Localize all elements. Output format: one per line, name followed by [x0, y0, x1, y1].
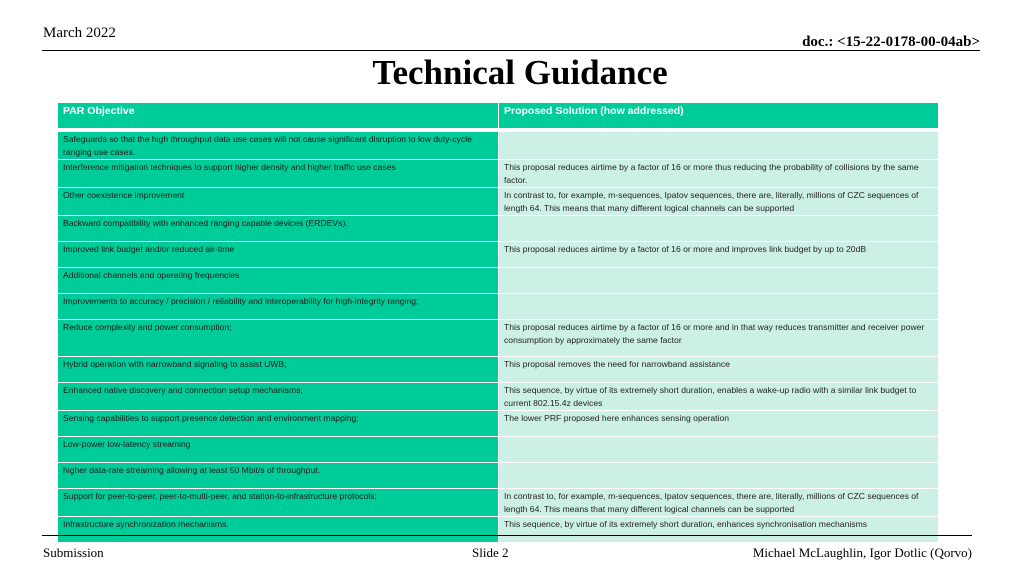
- solution-cell: This proposal reduces airtime by a factor of 16 or more and in that way reduces transmitter and receiver power consumption by approximately the same factor: [499, 320, 939, 357]
- slide-number: Slide 2: [472, 545, 509, 560]
- footer-authors: Michael McLaughlin, Igor Dotlic (Qorvo): [752, 545, 972, 560]
- objective-cell: Low-power low-latency streaming: [58, 437, 499, 463]
- table-row: [58, 294, 939, 320]
- column-header-proposed-solution: Proposed Solution (how addressed): [499, 103, 939, 129]
- guidance-table: [57, 102, 939, 543]
- objective-cell: Safeguards so that the high throughput data use cases will not cause significant disruption to low duty-cycle ranging use cases.: [58, 132, 499, 160]
- table-row: [58, 320, 939, 357]
- objective-cell: Other coexistence improvement: [58, 188, 499, 216]
- objective-cell: Improved link budget and/or reduced air-time: [58, 242, 499, 268]
- column-header-par-objective: PAR Objective: [58, 103, 499, 129]
- solution-cell: [499, 294, 939, 320]
- table-row: [58, 489, 939, 517]
- objective-cell: higher data-rate streaming allowing at least 50 Mbit/s of throughput.: [58, 463, 499, 489]
- table-row: [58, 242, 939, 268]
- solution-cell: This proposal reduces airtime by a factor of 16 or more and improves link budget by up to 20dB: [499, 242, 939, 268]
- document-id: doc.: <15-22-0178-00-04ab>: [802, 34, 980, 50]
- solution-cell: This sequence, by virtue of its extremely short duration, enables a wake-up radio with a similar link budget to current 802.15.4z devices: [499, 383, 939, 411]
- objective-cell: Sensing capabilities to support presence detection and environment mapping;: [58, 411, 499, 437]
- table-row: [58, 517, 939, 543]
- table-row: [58, 357, 939, 383]
- solution-cell: [499, 132, 939, 160]
- table-row: [58, 160, 939, 188]
- solution-cell: This proposal removes the need for narrowband assistance: [499, 357, 939, 383]
- objective-cell: Reduce complexity and power consumption;: [58, 320, 499, 357]
- table-row: [58, 188, 939, 216]
- objective-cell: Interference mitigation techniques to support higher density and higher traffic use cases: [58, 160, 499, 188]
- table-row: [58, 268, 939, 294]
- solution-cell: In contrast to, for example, m-sequences, Ipatov sequences, there are, literally, millions of CZC sequences of length 64. This means that many different logical channels can be supported: [499, 188, 939, 216]
- solution-cell: The lower PRF proposed here enhances sensing operation: [499, 411, 939, 437]
- solution-cell: [499, 463, 939, 489]
- objective-cell: Improvements to accuracy / precision / reliability and interoperability for high-integrity ranging;: [58, 294, 499, 320]
- objective-cell: Backward compatibility with enhanced ranging capable devices (ERDEVs).: [58, 216, 499, 242]
- solution-cell: This proposal reduces airtime by a factor of 16 or more thus reducing the probability of collisions by the same factor.: [499, 160, 939, 188]
- objective-cell: Infrastructure synchronization mechanisms.: [58, 517, 499, 543]
- table-row: [58, 411, 939, 437]
- footer-submission: Submission: [43, 545, 104, 560]
- solution-cell: [499, 437, 939, 463]
- solution-cell: [499, 216, 939, 242]
- table-row: [58, 383, 939, 411]
- table-row: [58, 463, 939, 489]
- table-row: [58, 437, 939, 463]
- objective-cell: Support for peer-to-peer, peer-to-multi-peer, and station-to-infrastructure protocols;: [58, 489, 499, 517]
- objective-cell: Hybrid operation with narrowband signaling to assist UWB;: [58, 357, 499, 383]
- objective-cell: Enhanced native discovery and connection setup mechanisms;: [58, 383, 499, 411]
- table-row: [58, 132, 939, 160]
- header-date: March 2022: [43, 25, 116, 41]
- objective-cell: Additional channels and operating frequencies: [58, 268, 499, 294]
- header-divider: [42, 50, 980, 51]
- footer-divider: [42, 535, 972, 536]
- table-row: [58, 216, 939, 242]
- solution-cell: In contrast to, for example, m-sequences, Ipatov sequences, there are, literally, millions of CZC sequences of length 64. This means that many different logical channels can be supported: [499, 489, 939, 517]
- solution-cell: This sequence, by virtue of its extremely short duration, enhances synchronisation mechanisms: [499, 517, 939, 543]
- table-header-row: [58, 103, 939, 129]
- solution-cell: [499, 268, 939, 294]
- slide-title: Technical Guidance: [372, 53, 668, 92]
